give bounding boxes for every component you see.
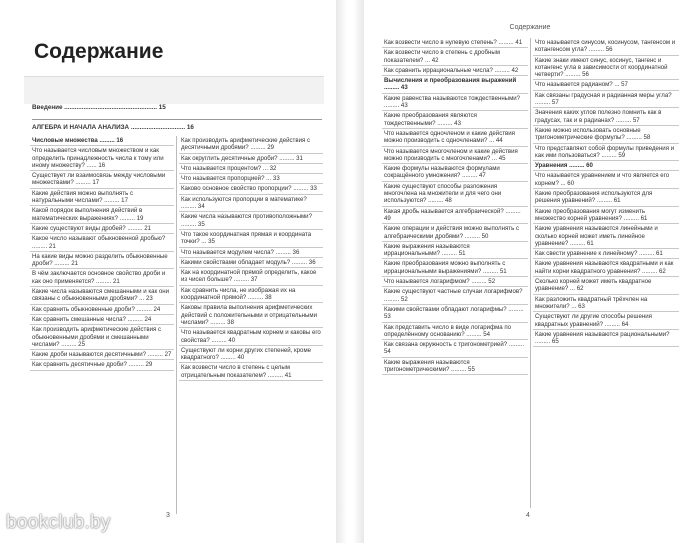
toc-entry: Как свести уравнение к линейному? ......... 61 — [533, 249, 679, 259]
toc-entry: Что называется модулем числа? ......... 36 — [179, 248, 323, 258]
toc-entry: Какие выражения называются иррациональными? ......... 51 — [382, 242, 528, 260]
toc-entry: Существует ли взаимосвязь между числовыми множествами? ......... 17 — [30, 171, 174, 189]
toc-entry: Какие преобразования могут изменить множество корней уравнения? ......... 61 — [533, 207, 679, 225]
toc-entry: Какая дробь называется алгебраической? ......... 49 — [382, 207, 528, 225]
toc-entry: Как сравнить иррациональные числа? ......... 42 — [382, 66, 528, 76]
column-divider — [176, 136, 177, 514]
left-column-1 — [30, 136, 174, 371]
toc-entry: Что представляют собой формулы приведения и как ими пользоваться? ......... 59 — [533, 144, 679, 162]
toc-entry: В чём заключается основное свойство дроби и как оно применяется? ......... 21 — [30, 269, 174, 287]
toc-entry: Что называется синусом, косинусом, тангенсом и котангенсом угла? ......... 56 — [533, 38, 679, 56]
toc-section: АЛГЕБРА И НАЧАЛА АНАЛИЗА ............................... 16 — [32, 124, 194, 131]
toc-entry: Сколько корней может иметь квадратное уравнение? ... 62 — [533, 277, 679, 295]
toc-entry: Какие существуют способы разложения многочлена на множители и для чего они используются? ......... 48 — [382, 182, 528, 207]
toc-entry: Как сравнить обыкновенные дроби? ......... 24 — [30, 305, 174, 315]
book-gutter — [336, 0, 364, 543]
watermark-text: bookclub.by — [6, 512, 111, 533]
toc-entry: Как на координатной прямой определить, какое из чисел больше? ......... 37 — [179, 268, 323, 286]
column-divider — [530, 38, 531, 508]
toc-entry: Как возвести число в степень с дробным показателем? ... 42 — [382, 48, 528, 66]
toc-entry: Какие преобразования являются тождественными? ......... 43 — [382, 111, 528, 129]
toc-entry: Как производить арифметические действия с обыкновенными дробями и смешанными числами? ......... 25 — [30, 325, 174, 350]
toc-entry: Как возвести число в нулевую степень? ......... 41 — [382, 38, 528, 48]
toc-entry: Какие операции и действия можно выполнять с алгебраическими дробями? ......... 50 — [382, 224, 528, 242]
toc-section-heading: Уравнения ......... 60 — [533, 161, 679, 171]
running-head: Содержание — [509, 24, 551, 31]
toc-entry: На какие виды можно разделить обыкновенные дроби? ......... 21 — [30, 252, 174, 270]
toc-entry: Что называется логарифмом? ......... 52 — [382, 277, 528, 287]
left-page — [14, 18, 328, 523]
toc-entry: Что называется радианом? ... 57 — [533, 80, 679, 90]
toc-entry: Значения каких углов полезно помнить как в градусах, так и в радианах? ......... 57 — [533, 108, 679, 126]
toc-entry: Как связаны градусная и радианная меры угла? ......... 57 — [533, 91, 679, 109]
toc-entry: Что называется процентом? ... 32 — [179, 164, 323, 174]
toc-entry: Какие числа называются смешанными и как они связаны с обыкновенными дробями? ... 23 — [30, 287, 174, 305]
toc-entry: Какие уравнения называются рациональными? ......... 65 — [533, 330, 679, 348]
toc-entry: Что называется пропорцией? ... 33 — [179, 174, 323, 184]
toc-entry: Существуют ли другие способы решения квадратных уравнений? ......... 64 — [533, 312, 679, 330]
toc-entry: Какие числа называются противоположными? ......... 35 — [179, 212, 323, 230]
toc-entry: Какие формулы называются формулами сокращённого умножения? ......... 47 — [382, 164, 528, 182]
right-column-2 — [533, 38, 679, 347]
toc-entry: Какие уравнения называются линейными и сколько корней может иметь линейное уравнение? ......... 61 — [533, 224, 679, 249]
toc-entry: Какие можно использовать основные тригонометрические формулы? ......... 58 — [533, 126, 679, 144]
toc-entry: Какое число называют обыкновенной дробью? ......... 21 — [30, 234, 174, 252]
toc-entry: Какие преобразования можно выполнять с иррациональными выражениями? ......... 51 — [382, 259, 528, 277]
toc-entry: Как представить число в виде логарифма по определённому основанию? ......... 54 — [382, 323, 528, 341]
toc-entry: Как производить арифметические действия с десятичными дробями? ......... 29 — [179, 136, 323, 154]
toc-entry: Какие действия можно выполнять с натуральными числами? ......... 17 — [30, 189, 174, 207]
toc-entry: Как сравнить смешанные числа? ......... 24 — [30, 315, 174, 325]
page-number: 3 — [166, 512, 170, 519]
left-column-2 — [179, 136, 323, 381]
toc-entry: Какие знаки имеют синус, косинус, тангенс и котангенс угла в зависимости от координатной четверти? ......... 56 — [533, 56, 679, 81]
toc-entry: Какие выражения называются тригонометрическими? ......... 55 — [382, 358, 528, 376]
toc-entry: Какие существуют частные случаи логарифмов? ......... 52 — [382, 287, 528, 305]
toc-entry: Как связана окружность с тригонометрией? ......... 54 — [382, 340, 528, 358]
toc-entry: Как сравнить числа, не изображая их на координатной прямой? ......... 38 — [179, 286, 323, 304]
toc-entry: Что называется одночленом и какие действия можно производить с одночленами? ... 44 — [382, 129, 528, 147]
title-band — [24, 76, 324, 104]
toc-entry: Какие преобразования используются для решения уравнений? ......... 61 — [533, 189, 679, 207]
page-title: Содержание — [34, 40, 164, 63]
toc-entry: Существуют ли корни других степеней, кроме квадратного? ......... 40 — [179, 346, 323, 364]
toc-entry: Как сравнить десятичные дроби? ......... 29 — [30, 360, 174, 370]
toc-entry: Что называется квадратным корнем и каковы его свойства? ......... 40 — [179, 328, 323, 346]
page-number: 4 — [526, 512, 530, 519]
toc-entry: Какие равенства называются тождественными? ......... 43 — [382, 94, 528, 112]
toc-entry: Что называется многочленом и какие действия можно производить с многочленами? ... 45 — [382, 147, 528, 165]
toc-entry: Какие дроби называются десятичными? ......... 27 — [30, 350, 174, 360]
toc-entry: Какими свойствами обладают логарифмы? ......... 53 — [382, 305, 528, 323]
toc-entry: Каково основное свойство пропорции? ......... 33 — [179, 184, 323, 194]
right-column-1 — [382, 38, 528, 375]
toc-section-heading: Вычисления и преобразования выражений ......... 43 — [382, 76, 528, 94]
toc-entry: Как используются пропорции в математике? ......... 34 — [179, 195, 323, 213]
toc-entry: Как разложить квадратный трёхчлен на множители? ... 63 — [533, 295, 679, 313]
toc-entry: Какой порядок выполнения действий в математических выражениях? ......... 19 — [30, 206, 174, 224]
divider — [32, 119, 322, 120]
toc-entry: Что называется числовым множеством и как определить принадлежность числа к тому или иному множеству? ...... 16 — [30, 146, 174, 171]
toc-entry: Как округлить десятичные дроби? ......... 31 — [179, 154, 323, 164]
toc-section-heading: Числовые множества ......... 16 — [30, 136, 174, 146]
toc-entry: Каковы правила выполнения арифметических действий с положительными и отрицательными числами? ......... 38 — [179, 303, 323, 328]
toc-entry: Что такое координатная прямая и координата точки? ... 35 — [179, 230, 323, 248]
toc-entry: Как возвести число в степень с целым отрицательным показателем? ......... 41 — [179, 363, 323, 381]
toc-intro: Введение ..................................................... 15 — [32, 104, 166, 111]
toc-entry: Какими свойствами обладает модуль? ......... 36 — [179, 258, 323, 268]
toc-entry: Какие уравнения называются квадратными и как найти корни квадратного уравнения? ......... 62 — [533, 259, 679, 277]
toc-entry: Какие существуют виды дробей? ......... 21 — [30, 224, 174, 234]
right-page — [372, 18, 688, 523]
toc-entry: Что называется уравнением и что является его корнем? ... 60 — [533, 171, 679, 189]
